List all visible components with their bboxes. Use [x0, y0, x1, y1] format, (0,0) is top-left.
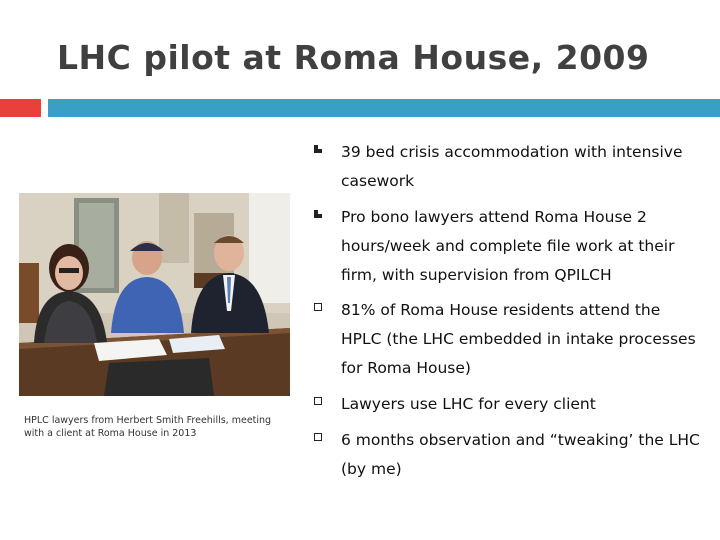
- meeting-photo: [19, 193, 290, 396]
- filled-square-icon: [313, 209, 323, 219]
- bullet-text: Lawyers use LHC for every client: [341, 395, 596, 413]
- hollow-square-icon: [313, 302, 323, 312]
- filled-square-icon: [313, 144, 323, 154]
- accent-bar-red: [0, 99, 41, 117]
- accent-bar-blue: [48, 99, 720, 117]
- hollow-square-icon: [313, 396, 323, 406]
- photo-caption: HPLC lawyers from Herbert Smith Freehills, meeting with a client at Roma House in 2013: [24, 415, 272, 439]
- bullet-text: 39 bed crisis accommodation with intensive casework: [341, 143, 683, 190]
- slide-title: LHC pilot at Roma House, 2009: [57, 38, 650, 77]
- bullet-text: 6 months observation and “tweaking’ the LHC (by me): [341, 431, 700, 478]
- bullet-text: 81% of Roma House residents attend the HPLC (the LHC embedded in intake processes for Roma House): [341, 301, 696, 377]
- bullet-text: Pro bono lawyers attend Roma House 2 hours/week and complete file work at their firm, with supervision from QPILCH: [341, 208, 675, 284]
- hollow-square-icon: [313, 432, 323, 442]
- meeting-photo-illustration: [19, 193, 290, 396]
